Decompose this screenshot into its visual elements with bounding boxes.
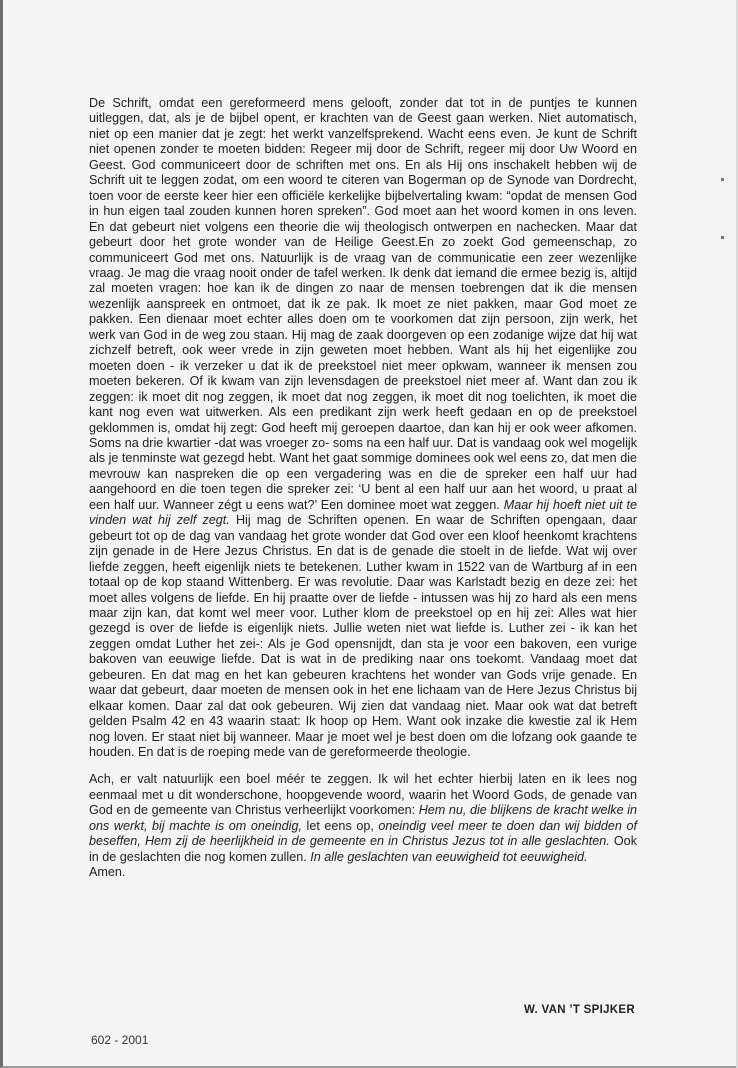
italic-quote: Maar hij hoeft niet uit te vinden wat hij zelf zegt. — [89, 497, 638, 528]
scripture-quote-1: Hem nu, die blijkens de kracht welke in ons werkt, bij machte is om oneindig, — [89, 803, 637, 833]
paragraph-text-cont: Hij mag de Schriften openen. En waar de Schriften opengaan, daar gebeurt tot op de dag van vandaag het grote wonder dat God over een kloof heenkomt krachtens zijn genade in de Here Jezus Christus. En dat is de genade die stoelt in de liefde. Wat wij over liefde zeggen, heeft eigenlijk niets te betekenen. Luther kwam in 1522 van de Wartburg af in een totaal op de kop staand Wittenberg. Er was revolutie. Daar was Karlstadt bezig en deze zei: het moet alles volgens de liefde. En hij praatte over de liefde - intussen was hij zo hard als een mens maar zijn kan, dat komt wel meer voor. Luther klom de preekstoel op en hij zei: Alles wat hier gezegd is over de liefde is eigenlijk niets. Jullie weten niet wat liefde is. Luther zei - ik kan het zeggen omdat Luther het zei-: Als je God opensnijdt, dan sta je voor een bakoven, een vurige bakoven van eeuwige liefde. Dat is wat in de prediking naar ons toekomt. Vandaag moet dat gebeuren. En dat mag en het kan gebeuren krachtens het wonder van Gods vrije genade. En waar dat gebeurt, daar moeten de mensen ook in het ene lichaam van de Here Jezus Christus bij elkaar komen. Daar zal dat ook gebeuren. Wij zien dat vandaag niet. Maar ook wat dat betreft gelden Psalm 42 en 43 waarin staat: Ik hoop op Hem. Want ook inzake die kwestie zal ik Hem nog loven. Er staat niet bij wanneer. Maar je moet wel je best doen om die lofzang ook gaande te houden. En dat is de roeping mede van de gereformeerde theologie. — [89, 513, 637, 760]
scripture-quote-2: oneindig veel meer te doen dan wij bidden of beseffen, Hem zij de heerlijkheid in de gemeente en in Christus Jezus tot in alle geslachten. — [89, 818, 637, 849]
page-number: 602 - 2001 — [91, 1033, 149, 1047]
aside-2: Ook in de geslachten die nog komen zullen. — [89, 834, 637, 864]
article-body — [89, 96, 637, 881]
paragraph-main — [89, 96, 637, 760]
scripture-quote-3: In alle geslachten van eeuwigheid tot eeuwigheid. — [310, 849, 588, 864]
amen: Amen. — [89, 865, 126, 880]
paragraph-closing — [89, 772, 637, 880]
aside-1: let eens op, — [306, 818, 374, 833]
margin-mark — [721, 178, 724, 181]
paragraph-text: De Schrift, omdat een gereformeerd mens gelooft, zonder dat tot in de puntjes te kunnen uitleggen, dat, als je de bijbel opent, er krachten van de Geest gaan werken. Niet automatisch, niet op een manier dat je zegt: het werkt vanzelfsprekend. Wacht eens even. Je kunt de Schrift niet openen zonder te moeten bidden: Regeer mij door de Schrift, regeer mij door Uw Woord en Geest. God communiceert door de schriften met ons. En als Hij ons inschakelt hebben wij de Schrift uit te leggen zodat, om een woord te citeren van Bogerman op de Synode van Dordrecht, toen voor de eerste keer hier een officiële kerkelijke bijbelvertaling kwam: “opdat de mensen God in hun eigen taal zouden kunnen horen spreken”. God moet aan het woord komen in ons leven. En dat gebeurt niet volgens een theorie die wij theologisch ontwerpen en nachecken. Maar dat gebeurt door het grote wonder van de Heilige Geest.En zo zoekt God gemeenschap, zo communiceert God met ons. Natuurlijk is de vraag van de communicatie een zeer wezenlijke vraag. Je mag die vraag nooit onder de tafel werken. Ik denk dat iemand die ermee bezig is, altijd zal moeten vragen: hoe kan ik de dingen zo naar de mensen toebrengen dat ik die mensen wezenlijk aanspreek en ontmoet, dat ik ze pak. Ik moet ze niet pakken, maar God moet ze pakken. Een dienaar moet echter alles doen om te voorkomen dat zijn persoon, zijn werk, het werk van God in de weg zou staan. Hij mag de zaak doorgeven op een zodanige wijze dat hij wat zichzelf betreft, ook weer vrede in zijn geweten moet hebben. Want als hij het eigenlijke zou moeten doen - ik verzeker u dat ik de preekstoel niet meer opkwam, wanneer ik mensen zou moeten bekeren. Of ik kwam van zijn levensdagen de preekstoel niet meer af. Want dan zou ik zeggen: ik moet dit nog zeggen, ik moet dat nog zeggen, ik moet dit nog toelichten, ik moet die kant nog even wat uitwerken. Als een predikant zijn werk heeft gedaan en op de preekstoel geklommen is, omdat hij zegt: God heeft mij geroepen daartoe, dan kan hij er ook weer afkomen. Soms na drie kwartier -dat was vroeger zo- soms na een half uur. Dat is vandaag ook wel mogelijk als je tenminste wat gezegd hebt. Want het gaat sommige dominees ook wel eens zo, dat men die mevrouw kan naspreken die op een vergadering was en die de spreker een half uur had aangehoord en die toen tegen die spreker zei: ‘U bent al een half uur aan het woord, u praat al een half uur. Wanneer zégt u eens wat?’ Een dominee moet wat zeggen. — [89, 96, 637, 512]
author-signature: W. VAN ’T SPIJKER — [524, 1004, 635, 1016]
margin-mark — [721, 236, 724, 239]
closing-intro: Ach, er valt natuurlijk een boel méér te zeggen. Ik wil het echter hierbij laten en ik lees nog eenmaal met u dit wonderschone, hoopgevende woord, waarin het Woord Gods, de genade van God en de gemeente van Christus verheerlijkt voorkomen: — [89, 772, 637, 818]
